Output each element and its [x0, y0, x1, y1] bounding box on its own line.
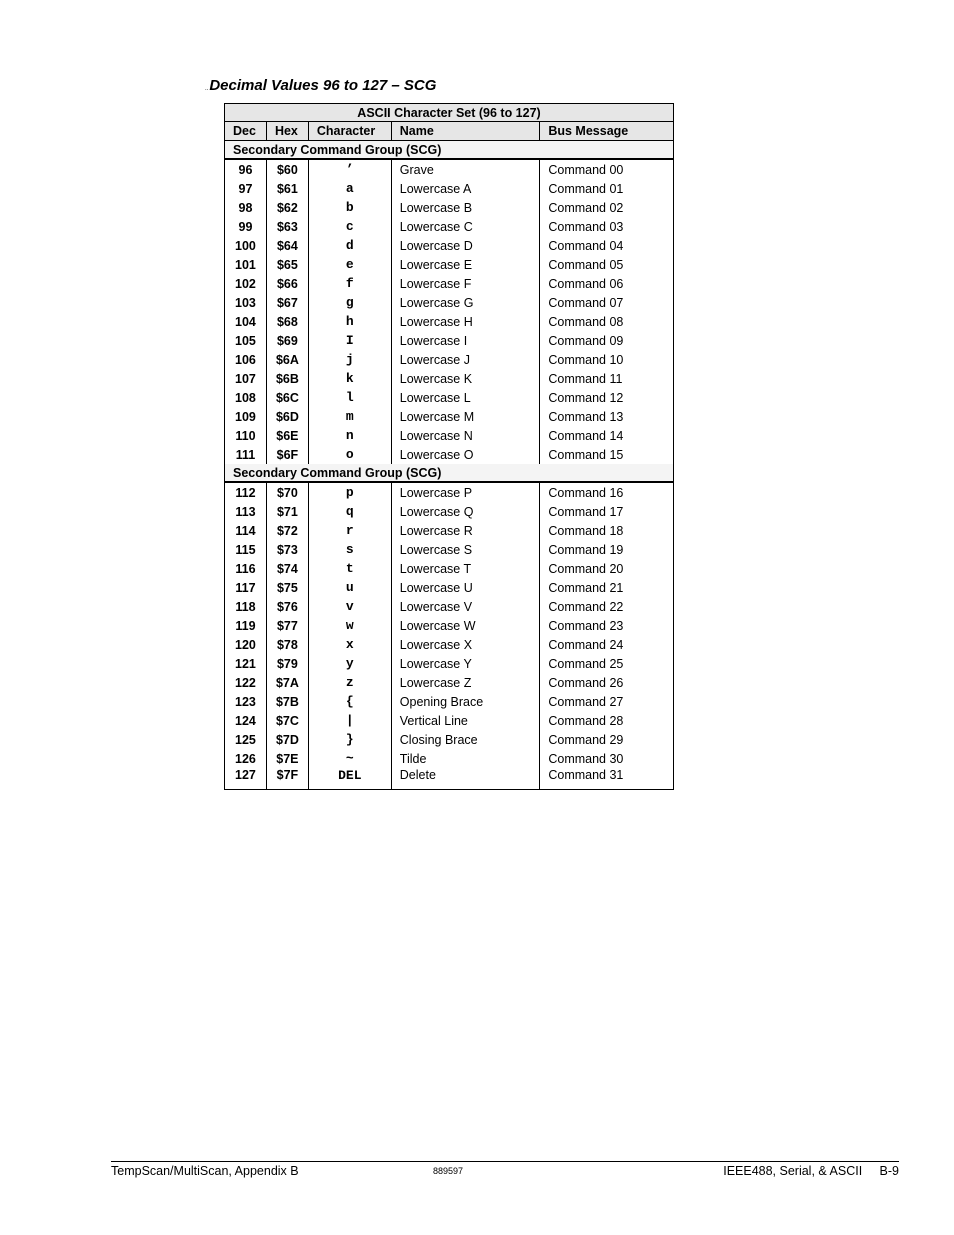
name-cell: Lowercase Q: [391, 502, 540, 521]
hex-cell: $75: [266, 578, 308, 597]
hex-cell: $68: [266, 312, 308, 331]
character-cell: }: [308, 730, 391, 749]
character-cell: ~: [308, 749, 391, 768]
table-row: [225, 692, 674, 711]
dec-cell: 125: [225, 730, 267, 749]
hex-cell: $6B: [266, 369, 308, 388]
hex-cell: $63: [266, 217, 308, 236]
character-cell: g: [308, 293, 391, 312]
hex-cell: $6A: [266, 350, 308, 369]
dec-cell: 103: [225, 293, 267, 312]
dec-cell: 119: [225, 616, 267, 635]
hex-cell: $7C: [266, 711, 308, 730]
hex-cell: $6E: [266, 426, 308, 445]
dec-cell: 126: [225, 749, 267, 768]
name-cell: Lowercase U: [391, 578, 540, 597]
table-row: [225, 482, 674, 502]
dec-cell: 96: [225, 159, 267, 179]
character-cell: p: [308, 482, 391, 502]
hex-cell: $74: [266, 559, 308, 578]
hex-cell: $77: [266, 616, 308, 635]
character-cell: q: [308, 502, 391, 521]
character-cell: o: [308, 445, 391, 464]
bus-message-cell: Command 10: [548, 352, 624, 367]
name-cell: Lowercase M: [391, 407, 540, 426]
table-row: [225, 407, 674, 426]
bus-message-cell: Command 14: [548, 428, 624, 443]
bus-message-cell: Command 12: [548, 390, 624, 405]
bus-message-cell: Command 15: [548, 447, 624, 462]
table-row: [225, 236, 674, 255]
bus-message-cell: Command 06: [548, 276, 624, 291]
footer-left-text: TempScan/MultiScan, Appendix B: [111, 1164, 299, 1178]
table-row: [225, 369, 674, 388]
hex-cell: $66: [266, 274, 308, 293]
character-cell: z: [308, 673, 391, 692]
table-row: [225, 616, 674, 635]
bus-message-cell: Command 03: [548, 219, 624, 234]
hex-cell: $65: [266, 255, 308, 274]
bus-message-cell: Command 11: [548, 371, 623, 386]
hex-cell: $7E: [266, 749, 308, 768]
dec-cell: 121: [225, 654, 267, 673]
character-cell: x: [308, 635, 391, 654]
column-header-character: Character: [308, 122, 391, 141]
name-cell: Lowercase D: [391, 236, 540, 255]
character-cell: s: [308, 540, 391, 559]
table-row: [225, 159, 674, 179]
bus-message-cell: Command 18: [548, 523, 624, 538]
group-label: Secondary Command Group (SCG): [225, 141, 674, 160]
heading-title: Decimal Values 96 to 127 – SCG: [209, 77, 437, 94]
bus-message-cell: Command 28: [548, 713, 624, 728]
hex-cell: $70: [266, 482, 308, 502]
character-cell: w: [308, 616, 391, 635]
name-cell: Lowercase P: [391, 482, 540, 502]
character-cell: t: [308, 559, 391, 578]
footer-document-number: 889597: [433, 1166, 464, 1176]
bus-message-cell: Command 25: [548, 656, 624, 671]
name-cell: Delete: [391, 768, 540, 790]
bus-message-cell: Command 13: [548, 409, 624, 424]
bus-message-cell: Command 08: [548, 314, 624, 329]
dec-cell: 107: [225, 369, 267, 388]
table-row: [225, 388, 674, 407]
name-cell: Lowercase F: [391, 274, 540, 293]
table-row: [225, 445, 674, 464]
character-cell: ’: [308, 159, 391, 179]
name-cell: Grave: [391, 159, 540, 179]
table-row: [225, 654, 674, 673]
hex-cell: $61: [266, 179, 308, 198]
name-cell: Lowercase N: [391, 426, 540, 445]
ascii-table: [224, 103, 674, 790]
table-row: [225, 255, 674, 274]
dec-cell: 101: [225, 255, 267, 274]
footer-rule: [111, 1161, 899, 1162]
bus-message-cell: Command 16: [548, 485, 624, 500]
hex-cell: $64: [266, 236, 308, 255]
name-cell: Lowercase K: [391, 369, 540, 388]
character-cell: r: [308, 521, 391, 540]
table-row: [225, 578, 674, 597]
hex-cell: $72: [266, 521, 308, 540]
column-header-bus-message: Bus Message: [540, 122, 674, 141]
table-title: ASCII Character Set (96 to 127): [225, 104, 674, 122]
character-cell: n: [308, 426, 391, 445]
bus-message-cell: Command 26: [548, 675, 624, 690]
table-row: [225, 331, 674, 350]
dec-cell: 113: [225, 502, 267, 521]
dec-cell: 106: [225, 350, 267, 369]
dec-cell: 97: [225, 179, 267, 198]
name-cell: Lowercase E: [391, 255, 540, 274]
table-row: [225, 768, 674, 790]
table-row: [225, 635, 674, 654]
table-row: [225, 312, 674, 331]
name-cell: Opening Brace: [391, 692, 540, 711]
bus-message-cell: Command 24: [548, 637, 624, 652]
name-cell: Lowercase R: [391, 521, 540, 540]
dec-cell: 112: [225, 482, 267, 502]
character-cell: k: [308, 369, 391, 388]
dec-cell: 124: [225, 711, 267, 730]
bus-message-cell: Command 07: [548, 295, 624, 310]
dec-cell: 111: [225, 445, 267, 464]
name-cell: Lowercase C: [391, 217, 540, 236]
dec-cell: 102: [225, 274, 267, 293]
dec-cell: 109: [225, 407, 267, 426]
dec-cell: 118: [225, 597, 267, 616]
character-cell: u: [308, 578, 391, 597]
dec-cell: 122: [225, 673, 267, 692]
name-cell: Lowercase Y: [391, 654, 540, 673]
character-cell: f: [308, 274, 391, 293]
name-cell: Tilde: [391, 749, 540, 768]
character-cell: j: [308, 350, 391, 369]
table-row: [225, 730, 674, 749]
hex-cell: $78: [266, 635, 308, 654]
table-row: [225, 350, 674, 369]
name-cell: Lowercase G: [391, 293, 540, 312]
character-cell: d: [308, 236, 391, 255]
bus-message-cell: Command 30: [548, 751, 624, 766]
hex-cell: $67: [266, 293, 308, 312]
section-heading: [205, 77, 436, 94]
table-row: [225, 293, 674, 312]
hex-cell: $62: [266, 198, 308, 217]
name-cell: Lowercase J: [391, 350, 540, 369]
hex-cell: $6F: [266, 445, 308, 464]
character-cell: m: [308, 407, 391, 426]
bus-message-cell: Command 23: [548, 618, 624, 633]
group-header-row: [225, 141, 674, 160]
character-cell: DEL: [308, 768, 391, 790]
character-cell: v: [308, 597, 391, 616]
dec-cell: 117: [225, 578, 267, 597]
name-cell: Lowercase A: [391, 179, 540, 198]
bus-message-cell: Command 17: [548, 504, 624, 519]
bus-message-cell: Command 04: [548, 238, 624, 253]
table-row: [225, 521, 674, 540]
name-cell: Lowercase X: [391, 635, 540, 654]
bus-message-cell: Command 00: [548, 162, 624, 177]
name-cell: Lowercase B: [391, 198, 540, 217]
bus-message-cell: Command 27: [548, 694, 624, 709]
hex-cell: $7A: [266, 673, 308, 692]
group-header-row: [225, 464, 674, 482]
column-header-dec: Dec: [225, 122, 267, 141]
name-cell: Closing Brace: [391, 730, 540, 749]
character-cell: c: [308, 217, 391, 236]
dec-cell: 98: [225, 198, 267, 217]
table-row: [225, 597, 674, 616]
character-cell: I: [308, 331, 391, 350]
name-cell: Lowercase Z: [391, 673, 540, 692]
character-cell: y: [308, 654, 391, 673]
name-cell: Lowercase V: [391, 597, 540, 616]
footer-right-text: IEEE488, Serial, & ASCII B-9: [723, 1164, 899, 1178]
bus-message-cell: Command 09: [548, 333, 624, 348]
name-cell: Lowercase H: [391, 312, 540, 331]
character-cell: b: [308, 198, 391, 217]
name-cell: Lowercase I: [391, 331, 540, 350]
column-header-hex: Hex: [266, 122, 308, 141]
table-header-row: [225, 122, 674, 141]
hex-cell: $7B: [266, 692, 308, 711]
bus-message-cell: Command 22: [548, 599, 624, 614]
dec-cell: 104: [225, 312, 267, 331]
character-cell: l: [308, 388, 391, 407]
table-row: [225, 502, 674, 521]
table-row: [225, 426, 674, 445]
name-cell: Vertical Line: [391, 711, 540, 730]
heading-marker: ..: [205, 86, 209, 92]
bus-message-cell: Command 31: [548, 768, 624, 782]
character-cell: |: [308, 711, 391, 730]
dec-cell: 127: [225, 768, 267, 790]
dec-cell: 100: [225, 236, 267, 255]
hex-cell: $69: [266, 331, 308, 350]
hex-cell: $71: [266, 502, 308, 521]
table-row: [225, 179, 674, 198]
name-cell: Lowercase S: [391, 540, 540, 559]
bus-message-cell: Command 05: [548, 257, 624, 272]
table-row: [225, 711, 674, 730]
bus-message-cell: Command 19: [548, 542, 624, 557]
dec-cell: 115: [225, 540, 267, 559]
bus-message-cell: Command 01: [548, 181, 624, 196]
dec-cell: 105: [225, 331, 267, 350]
dec-cell: 110: [225, 426, 267, 445]
hex-cell: $7D: [266, 730, 308, 749]
bus-message-cell: Command 21: [548, 580, 624, 595]
character-cell: {: [308, 692, 391, 711]
character-cell: h: [308, 312, 391, 331]
dec-cell: 120: [225, 635, 267, 654]
table-row: [225, 559, 674, 578]
name-cell: Lowercase W: [391, 616, 540, 635]
dec-cell: 99: [225, 217, 267, 236]
table-row: [225, 198, 674, 217]
hex-cell: $7F: [266, 768, 308, 790]
character-cell: a: [308, 179, 391, 198]
bus-message-cell: Command 20: [548, 561, 624, 576]
dec-cell: 123: [225, 692, 267, 711]
character-cell: e: [308, 255, 391, 274]
group-label: Secondary Command Group (SCG): [225, 464, 674, 482]
dec-cell: 114: [225, 521, 267, 540]
bus-message-cell: Command 29: [548, 732, 624, 747]
bus-message-cell: Command 02: [548, 200, 624, 215]
hex-cell: $76: [266, 597, 308, 616]
dec-cell: 108: [225, 388, 267, 407]
table-row: [225, 274, 674, 293]
hex-cell: $60: [266, 159, 308, 179]
hex-cell: $73: [266, 540, 308, 559]
table-row: [225, 540, 674, 559]
dec-cell: 116: [225, 559, 267, 578]
table-title-row: [225, 104, 674, 122]
name-cell: Lowercase O: [391, 445, 540, 464]
hex-cell: $6C: [266, 388, 308, 407]
hex-cell: $79: [266, 654, 308, 673]
hex-cell: $6D: [266, 407, 308, 426]
name-cell: Lowercase T: [391, 559, 540, 578]
table-row: [225, 749, 674, 768]
column-header-name: Name: [391, 122, 540, 141]
table-row: [225, 673, 674, 692]
name-cell: Lowercase L: [391, 388, 540, 407]
table-row: [225, 217, 674, 236]
